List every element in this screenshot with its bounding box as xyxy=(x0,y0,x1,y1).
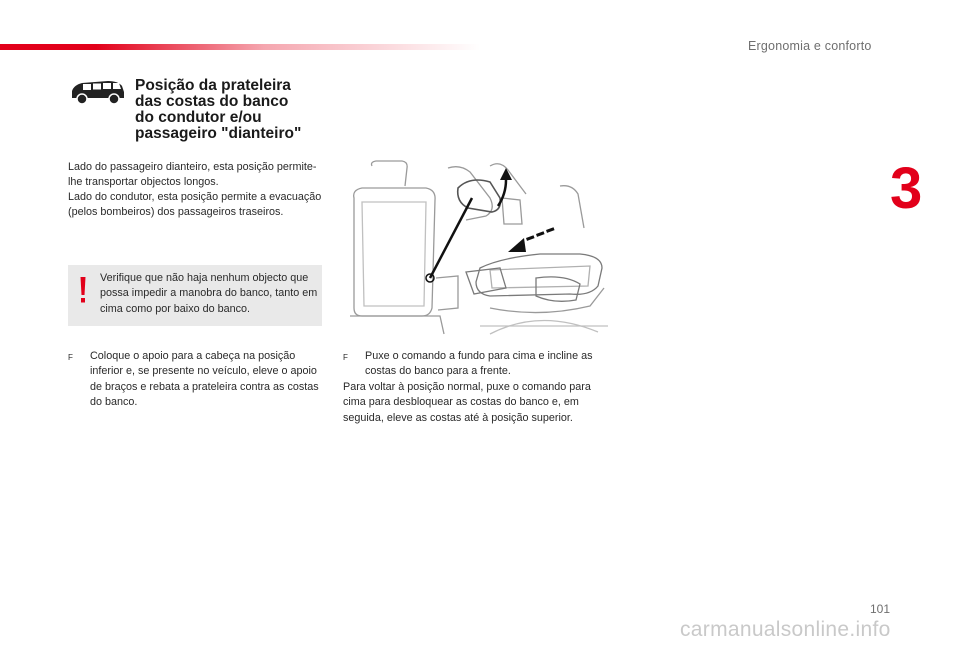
intro-paragraph: Lado do passageiro dianteiro, esta posição permite-lhe transportar objectos longos. xyxy=(68,161,317,188)
watermark: carmanualsonline.info xyxy=(680,618,891,641)
instruction-step xyxy=(343,349,605,426)
step-bullet: F xyxy=(343,353,348,362)
heading-line: passageiro "dianteiro" xyxy=(135,125,302,142)
chapter-number: 3 xyxy=(890,156,923,221)
heading-line: das costas do banco xyxy=(135,93,289,110)
warning-text: Verifique que não haja nenhum objecto que possa impedir a manobra do banco, tanto em cima como por baixo do banco. xyxy=(100,272,318,315)
page-heading xyxy=(135,78,335,142)
seat-folding-illustration xyxy=(340,158,612,336)
heading-line: Posição da prateleira xyxy=(135,77,291,94)
step-bullet: F xyxy=(68,353,73,362)
header-accent-bar xyxy=(0,44,480,50)
instruction-step xyxy=(68,349,328,411)
step-text: Coloque o apoio para a cabeça na posição inferior e, se presente no veículo, eleve o apoio de braços e rebata a prateleira contra as costas do banco. xyxy=(90,350,319,409)
van-icon xyxy=(68,78,126,106)
heading-line: do condutor e/ou xyxy=(135,109,262,126)
page-number: 101 xyxy=(870,602,891,616)
section-title: Ergonomia e conforto xyxy=(748,39,872,53)
intro-paragraph: Lado do condutor, esta posição permite a evacuação (pelos bombeiros) dos passageiros traseiros. xyxy=(68,191,322,218)
step-text: Puxe o comando a fundo para cima e incline as costas do banco para a frente. xyxy=(365,350,593,378)
step-followup-text: Para voltar à posição normal, puxe o comando para cima para desbloquear as costas do banco e, em seguida, eleve as costas até à posição superior. xyxy=(343,380,591,424)
exclamation-icon xyxy=(78,275,88,305)
warning-box xyxy=(68,265,322,326)
intro-text xyxy=(68,160,328,220)
